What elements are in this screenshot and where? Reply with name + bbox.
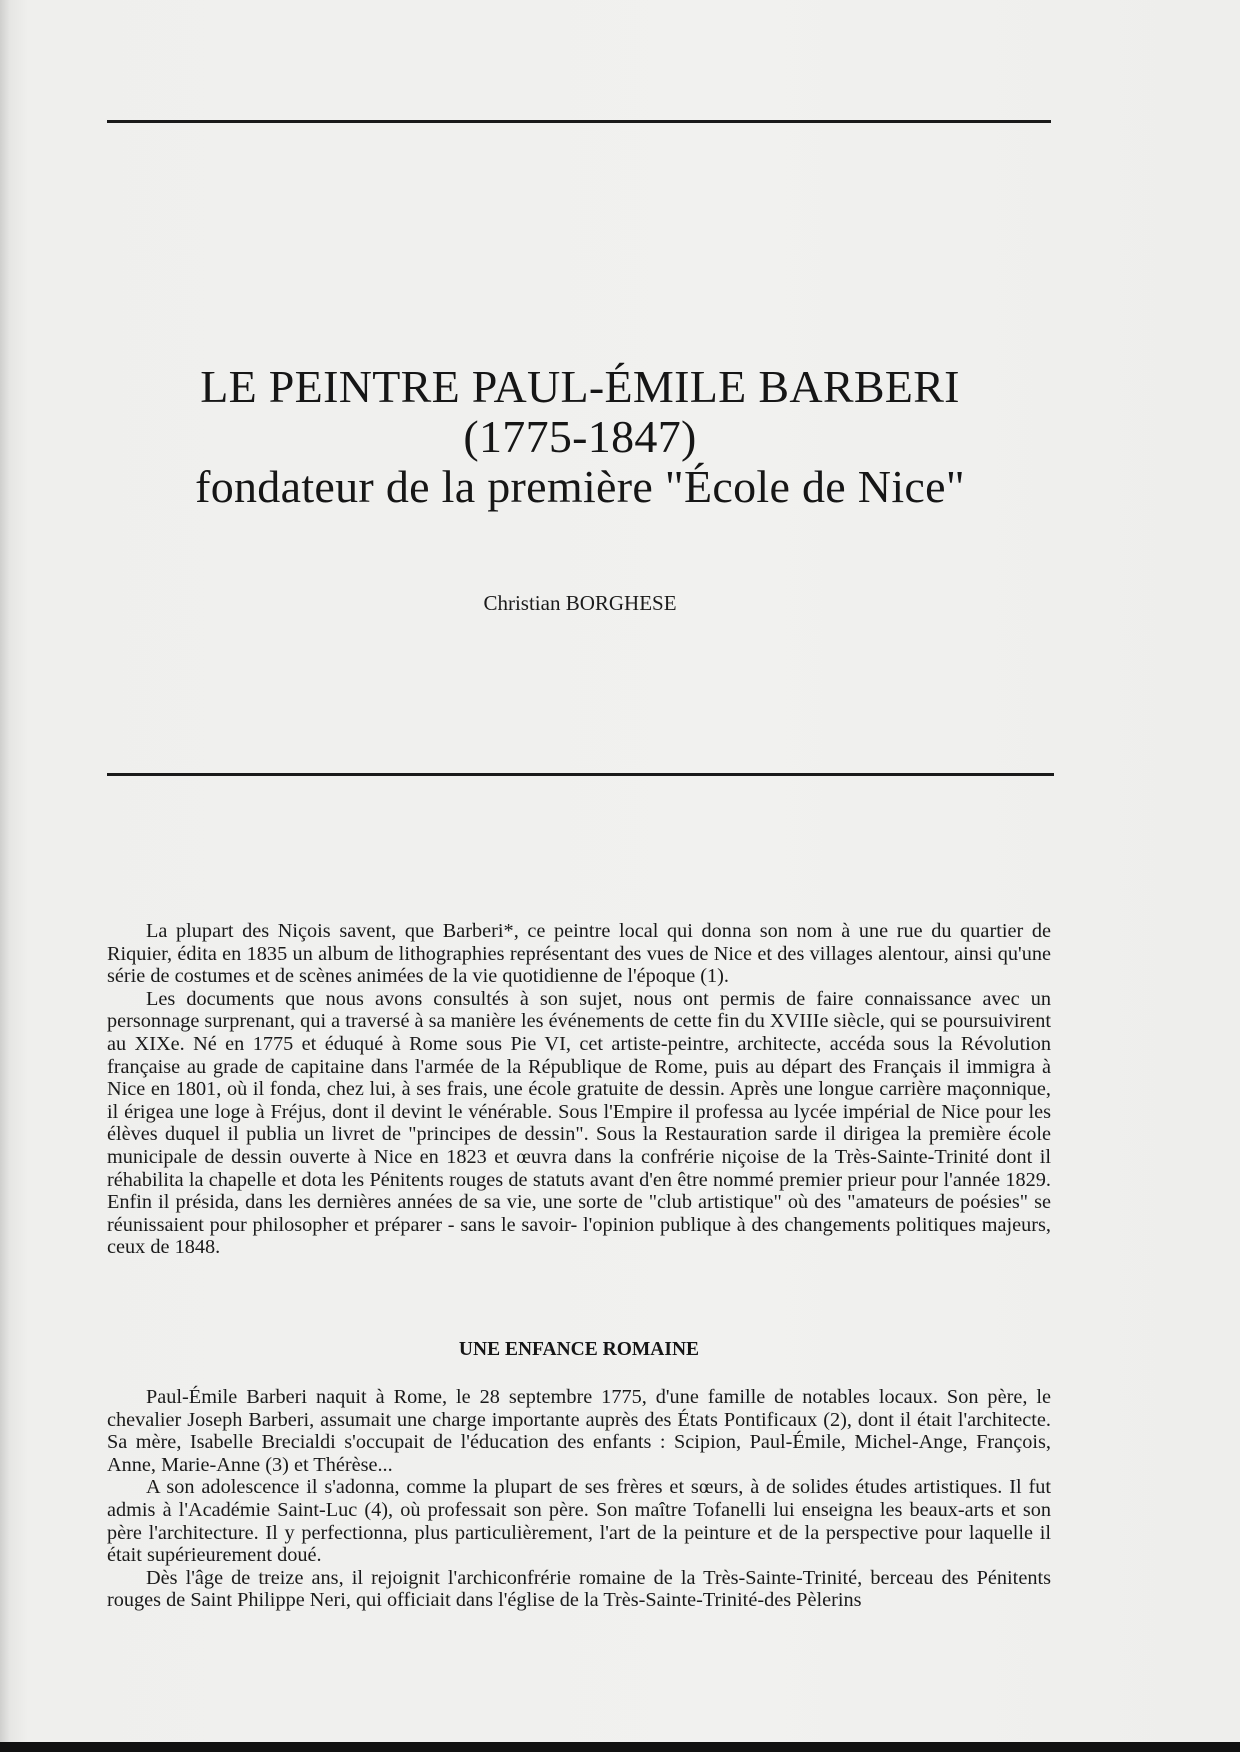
section-paragraph: A son adolescence il s'adonna, comme la plupart de ses frères et sœurs, à de solides études artistiques. Il fut admis à l'Académie Saint-Luc (4), où professait son père. Son maître Tofanelli lui enseigna les beaux-arts et son père l'architecture. Il y perfectionna, plus particulièrement, l'art de la peinture et de la perspective pour laquelle il était supérieurement doué. bbox=[107, 1476, 1051, 1567]
author-name: Christian BORGHESE bbox=[483, 591, 677, 615]
article-title bbox=[100, 362, 1060, 512]
title-line-1: LE PEINTRE PAUL-ÉMILE BARBERI bbox=[200, 361, 960, 412]
intro-text bbox=[107, 920, 1051, 1259]
section-heading: UNE ENFANCE ROMAINE bbox=[458, 1339, 700, 1360]
separator-rule bbox=[107, 773, 1054, 776]
title-line-3: fondateur de la première "École de Nice" bbox=[195, 461, 965, 512]
section-paragraph: Paul-Émile Barberi naquit à Rome, le 28 septembre 1775, d'une famille de notables locaux. Son père, le chevalier Joseph Barberi, assumait une charge importante auprès des États Pontificaux (2), dont il était l'architecte. Sa mère, Isabelle Brecialdi s'occupait de l'éducation des enfants : Scipion, Paul-Émile, Michel-Ange, François, Anne, Marie-Anne (3) et Thérèse... bbox=[107, 1386, 1051, 1476]
intro-paragraph: Les documents que nous avons consultés à son sujet, nous ont permis de faire connaissance avec un personnage surprenant, qui a traversé à sa manière les événements de cette fin du XVIIIe siècle, qui se poursuivirent au XIXe. Né en 1775 et éduqué à Rome sous Pie VI, cet artiste-peintre, architecte, accéda sous la Révolution française au grade de capitaine dans l'armée de la République de Rome, puis au départ des Français il immigra à Nice en 1801, où il fonda, chez lui, à ses frais, une école gratuite de dessin. Après une longue carrière maçonnique, il érigea une loge à Fréjus, dont il devint le vénérable. Sous l'Empire il professa au lycée impérial de Nice pour les élèves duquel il publia un livret de "principes de dessin". Sous la Restauration sarde il dirigea la première école municipale de dessin ouverte à Nice en 1823 et œuvra dans la confrérie niçoise de la Très-Sainte-Trinité dont il réhabilita la chapelle et dota les Pénitents rouges de statuts avant d'en être nommé premier prieur pour l'année 1829. Enfin il présida, dans les dernières années de sa vie, une sorte de "club artistique" où des "amateurs de poésies" se réunissaient pour philosopher et préparer - sans le savoir- l'opinion publique à des changements politiques majeurs, ceux de 1848. bbox=[107, 987, 1051, 1259]
top-rule bbox=[107, 120, 1051, 123]
intro-paragraph: La plupart des Niçois savent, que Barberi*, ce peintre local qui donna son nom à une rue du quartier de Riquier, édita en 1835 un album de lithographies représentant des vues de Nice et des villages alentour, ainsi qu'une série de costumes et de scènes animées de la vie quotidienne de l'époque (1). bbox=[107, 920, 1051, 988]
title-line-2: (1775-1847) bbox=[463, 411, 697, 462]
scan-bottom-edge bbox=[0, 1742, 1240, 1752]
section-paragraph: Dès l'âge de treize ans, il rejoignit l'archiconfrérie romaine de la Très-Sainte-Trinité, berceau des Pénitents rouges de Saint Philippe Neri, qui officiait dans l'église de la Très-Sainte-Trinité-des Pèlerins bbox=[107, 1566, 1051, 1612]
section-text bbox=[107, 1386, 1051, 1612]
